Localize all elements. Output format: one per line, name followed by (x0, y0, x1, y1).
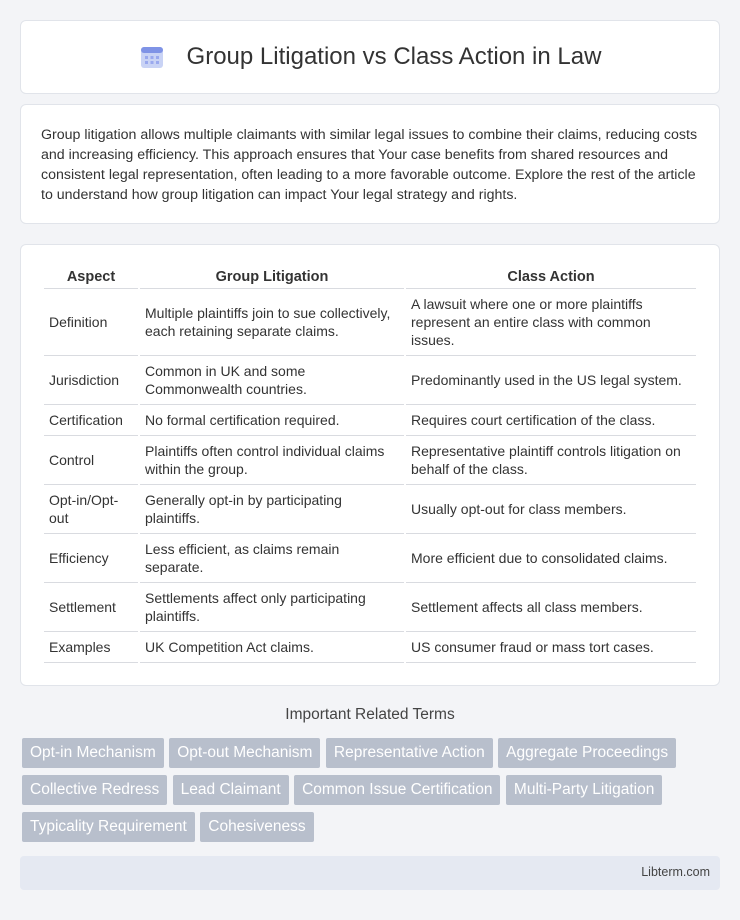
group-litigation-cell: No formal certification required. (140, 405, 404, 436)
aspect-cell: Definition (44, 289, 138, 356)
class-action-cell: US consumer fraud or mass tort cases. (406, 632, 696, 663)
related-terms-title: Important Related Terms (285, 706, 455, 723)
related-term-tag[interactable]: Aggregate Proceedings (498, 738, 676, 768)
table-row (44, 583, 696, 632)
related-term-tag[interactable]: Common Issue Certification (294, 775, 500, 805)
group-litigation-cell: Common in UK and some Commonwealth countries. (140, 356, 404, 405)
intro-text: Group litigation allows multiple claimants with similar legal issues to combine their claims, reducing costs and increasing efficiency. This approach ensures that Your case benefits from shared resources and consistent legal representation, often leading to a more favorable outcome. Explore the rest of the article to understand how group litigation can impact Your legal strategy and rights. (41, 127, 698, 203)
class-action-cell: More efficient due to consolidated claims. (406, 534, 696, 583)
page-title: Group Litigation vs Class Action in Law (186, 43, 602, 70)
title-card (20, 20, 720, 94)
related-terms-list (22, 738, 722, 849)
aspect-cell: Jurisdiction (44, 356, 138, 405)
related-term-tag[interactable]: Typicality Requirement (22, 812, 195, 842)
related-term-tag[interactable]: Representative Action (326, 738, 493, 768)
group-litigation-cell: Settlements affect only participating plaintiffs. (140, 583, 404, 632)
footer (20, 856, 720, 890)
group-litigation-cell: Generally opt-in by participating plaintiffs. (140, 485, 404, 534)
aspect-cell: Settlement (44, 583, 138, 632)
comparison-table-card (20, 244, 720, 686)
related-term-tag[interactable]: Collective Redress (22, 775, 167, 805)
table-row (44, 405, 696, 436)
comparison-table (42, 265, 698, 663)
header-aspect: Aspect (44, 265, 138, 289)
group-litigation-cell: Plaintiffs often control individual claims within the group. (140, 436, 404, 485)
header-class-action: Class Action (406, 265, 696, 289)
related-term-tag[interactable]: Opt-out Mechanism (169, 738, 320, 768)
class-action-cell: Predominantly used in the US legal system. (406, 356, 696, 405)
related-term-tag[interactable]: Multi-Party Litigation (506, 775, 662, 805)
class-action-cell: Settlement affects all class members. (406, 583, 696, 632)
related-term-tag[interactable]: Opt-in Mechanism (22, 738, 164, 768)
class-action-cell: Representative plaintiff controls litigation on behalf of the class. (406, 436, 696, 485)
footer-site-link[interactable]: Libterm.com (641, 865, 710, 879)
table-row (44, 436, 696, 485)
aspect-cell: Efficiency (44, 534, 138, 583)
aspect-cell: Certification (44, 405, 138, 436)
related-term-tag[interactable]: Cohesiveness (200, 812, 313, 842)
table-row (44, 485, 696, 534)
aspect-cell: Examples (44, 632, 138, 663)
table-row (44, 356, 696, 405)
class-action-cell: Requires court certification of the class. (406, 405, 696, 436)
table-row (44, 289, 696, 356)
group-litigation-cell: Less efficient, as claims remain separate. (140, 534, 404, 583)
aspect-cell: Opt-in/Opt-out (44, 485, 138, 534)
table-row (44, 632, 696, 663)
aspect-cell: Control (44, 436, 138, 485)
class-action-cell: A lawsuit where one or more plaintiffs represent an entire class with common issues. (406, 289, 696, 356)
table-row (44, 534, 696, 583)
group-litigation-cell: Multiple plaintiffs join to sue collectively, each retaining separate claims. (140, 289, 404, 356)
calendar-icon (139, 44, 165, 70)
class-action-cell: Usually opt-out for class members. (406, 485, 696, 534)
group-litigation-cell: UK Competition Act claims. (140, 632, 404, 663)
related-term-tag[interactable]: Lead Claimant (173, 775, 289, 805)
header-group-litigation: Group Litigation (140, 265, 404, 289)
intro-card (20, 104, 720, 224)
